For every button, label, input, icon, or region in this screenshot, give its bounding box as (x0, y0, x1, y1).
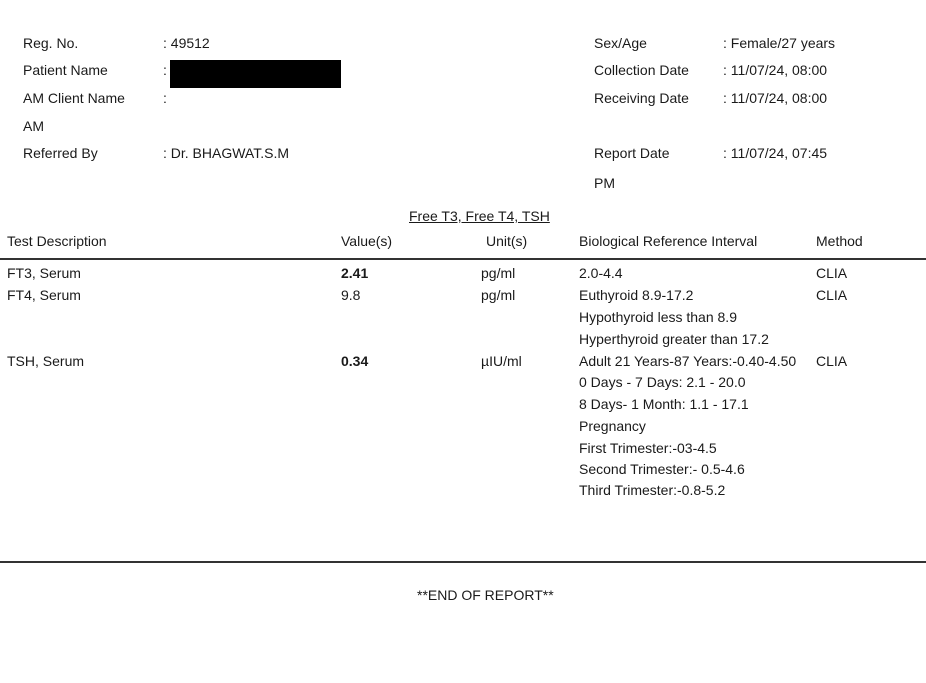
row-ft4-description: FT4, Serum (7, 287, 81, 303)
test-title: Free T3, Free T4, TSH (409, 208, 550, 224)
footer-divider (0, 561, 926, 563)
referred-by-value: : Dr. BHAGWAT.S.M (163, 145, 290, 161)
receiving-date-label: Receiving Date (594, 90, 689, 106)
row-ft4-value: 9.8 (341, 287, 361, 303)
report-date-label: Report Date (594, 145, 670, 161)
receiving-date-value: : 11/07/24, 08:00 (723, 90, 828, 106)
header-divider (0, 258, 926, 260)
collection-date-label: Collection Date (594, 62, 689, 78)
am-client-value: : (163, 90, 167, 106)
row-tsh-reference-5: First Trimester:-03-4.5 (579, 440, 717, 456)
row-tsh-description: TSH, Serum (7, 353, 85, 369)
row-tsh-unit: µIU/ml (481, 353, 522, 369)
referred-by-label: Referred By (23, 145, 98, 161)
am-client-label: AM Client Name (23, 90, 125, 106)
report-date-value: : 11/07/24, 07:45 (723, 145, 828, 161)
row-ft4-reference-1: Euthyroid 8.9-17.2 (579, 287, 694, 303)
row-tsh-reference-4: Pregnancy (579, 418, 646, 434)
row-ft3-reference: 2.0-4.4 (579, 265, 623, 281)
pm-label: PM (594, 175, 615, 191)
col-header-method: Method (816, 233, 863, 249)
reg-no-label: Reg. No. (23, 35, 79, 51)
col-header-description: Test Description (7, 233, 107, 249)
end-of-report: **END OF REPORT** (417, 587, 554, 603)
row-ft4-unit: pg/ml (481, 287, 516, 303)
row-ft3-value: 2.41 (341, 265, 369, 281)
redacted-patient-name (170, 60, 341, 88)
row-tsh-reference-2: 0 Days - 7 Days: 2.1 - 20.0 (579, 374, 746, 390)
row-tsh-reference-1: Adult 21 Years-87 Years:-0.40-4.50 (579, 353, 797, 369)
col-header-reference: Biological Reference Interval (579, 233, 758, 249)
patient-name-colon: : (163, 62, 167, 78)
col-header-unit: Unit(s) (486, 233, 528, 249)
row-ft3-method: CLIA (816, 265, 848, 281)
row-ft4-reference-2: Hypothyroid less than 8.9 (579, 309, 737, 325)
row-tsh-value: 0.34 (341, 353, 369, 369)
patient-name-label: Patient Name (23, 62, 108, 78)
row-tsh-method: CLIA (816, 353, 848, 369)
row-ft3-description: FT3, Serum (7, 265, 81, 281)
row-tsh-reference-3: 8 Days- 1 Month: 1.1 - 17.1 (579, 396, 749, 412)
row-ft4-method: CLIA (816, 287, 848, 303)
row-tsh-reference-6: Second Trimester:- 0.5-4.6 (579, 461, 745, 477)
row-ft4-reference-3: Hyperthyroid greater than 17.2 (579, 331, 769, 347)
sex-age-label: Sex/Age (594, 35, 647, 51)
collection-date-value: : 11/07/24, 08:00 (723, 62, 828, 78)
col-header-value: Value(s) (341, 233, 393, 249)
row-ft3-unit: pg/ml (481, 265, 516, 281)
reg-no-value: : 49512 (163, 35, 210, 51)
am-label: AM (23, 118, 44, 134)
row-tsh-reference-7: Third Trimester:-0.8-5.2 (579, 482, 726, 498)
sex-age-value: : Female/27 years (723, 35, 836, 51)
